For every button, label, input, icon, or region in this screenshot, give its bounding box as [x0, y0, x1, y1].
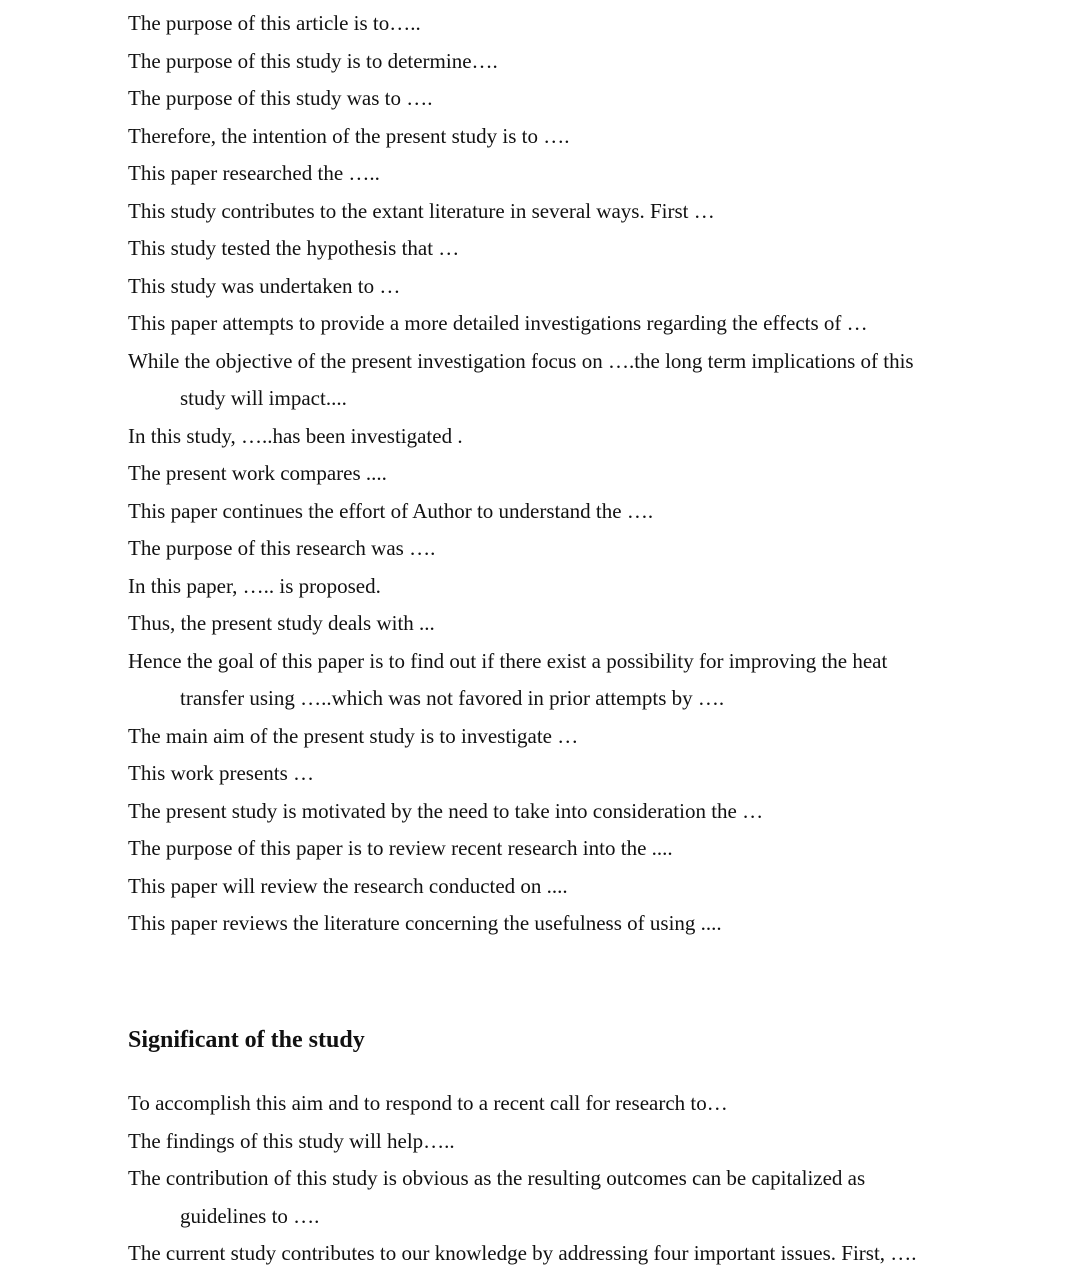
- phrase-text: To accomplish this aim and to respond to a recent call for research to…: [128, 1091, 728, 1115]
- phrase-continuation: guidelines to ….: [180, 1203, 320, 1228]
- phrase-line: [128, 1123, 1008, 1161]
- phrase-line: [128, 80, 1008, 118]
- phrase-line: [128, 268, 1008, 306]
- phrase-line: [128, 793, 1008, 831]
- phrase-line: [128, 530, 1008, 568]
- purpose-phrase-list: [128, 5, 1008, 943]
- phrase-line: [128, 43, 1008, 81]
- phrase-line: [128, 905, 1008, 943]
- phrase-text: The purpose of this paper is to review recent research into the ....: [128, 836, 673, 860]
- phrase-line: [128, 193, 1008, 231]
- phrase-line: [128, 643, 1008, 718]
- phrase-text: The purpose of this study was to ….: [128, 86, 433, 110]
- phrase-line: [128, 230, 1008, 268]
- phrase-line: [128, 755, 1008, 793]
- phrase-text: The present work compares ....: [128, 461, 387, 485]
- phrase-text: In this study, …..has been investigated .: [128, 423, 463, 448]
- phrase-text: This paper reviews the literature concerning the usefulness of using ....: [128, 911, 722, 935]
- phrase-line: [128, 1085, 1008, 1123]
- phrase-continuation: transfer using …..which was not favored in prior attempts by ….: [180, 686, 725, 710]
- phrase-line: [128, 605, 1008, 643]
- phrase-continuation: study will impact....: [180, 386, 347, 410]
- phrase-line: [128, 5, 1008, 43]
- phrase-text: The current study contributes to our knowledge by addressing four important issues. First, ….: [128, 1241, 917, 1265]
- phrase-text: The purpose of this study is to determine….: [128, 48, 498, 73]
- phrase-line: [128, 155, 1008, 193]
- phrase-text: This paper attempts to provide a more detailed investigations regarding the effects of …: [128, 311, 868, 335]
- phrase-line: [128, 1160, 1008, 1235]
- phrase-text: This paper continues the effort of Author to understand the ….: [128, 498, 654, 523]
- phrase-line: [128, 118, 1008, 156]
- phrase-text: The purpose of this research was ….: [128, 536, 436, 560]
- phrase-text: The contribution of this study is obvious as the resulting outcomes can be capitalized as: [128, 1166, 866, 1190]
- phrase-text: The purpose of this article is to…..: [128, 11, 421, 35]
- phrase-text: Thus, the present study deals with ...: [128, 611, 435, 635]
- phrase-text: The findings of this study will help…..: [128, 1128, 455, 1153]
- significance-phrase-list: [128, 1085, 1008, 1273]
- phrase-text: This paper will review the research conducted on ....: [128, 873, 568, 898]
- phrase-line: [128, 830, 1008, 868]
- phrase-line: [128, 418, 1008, 456]
- phrase-text: Hence the goal of this paper is to find out if there exist a possibility for improving the heat: [128, 648, 888, 673]
- section-heading: Significant of the study: [128, 1027, 365, 1053]
- phrase-text: This study was undertaken to …: [128, 273, 401, 298]
- phrase-line: [128, 493, 1008, 531]
- phrase-line: [128, 568, 1008, 606]
- phrase-text: Therefore, the intention of the present study is to ….: [128, 123, 570, 148]
- phrase-text: This paper researched the …..: [128, 161, 380, 185]
- phrase-line: [128, 455, 1008, 493]
- phrase-text: The main aim of the present study is to investigate …: [128, 723, 579, 748]
- phrase-line: [128, 868, 1008, 906]
- phrase-line: [128, 305, 1008, 343]
- phrase-line: [128, 1235, 1008, 1273]
- phrase-text: The present study is motivated by the need to take into consideration the …: [128, 798, 764, 823]
- phrase-line: [128, 718, 1008, 756]
- phrase-text: This work presents …: [128, 761, 315, 785]
- phrase-text: In this paper, ….. is proposed.: [128, 573, 381, 598]
- phrase-text: While the objective of the present investigation focus on ….the long term implications of this: [128, 348, 914, 373]
- phrase-text: This study contributes to the extant literature in several ways. First …: [128, 198, 715, 223]
- phrase-text: This study tested the hypothesis that …: [128, 236, 460, 260]
- phrase-line: [128, 343, 1008, 418]
